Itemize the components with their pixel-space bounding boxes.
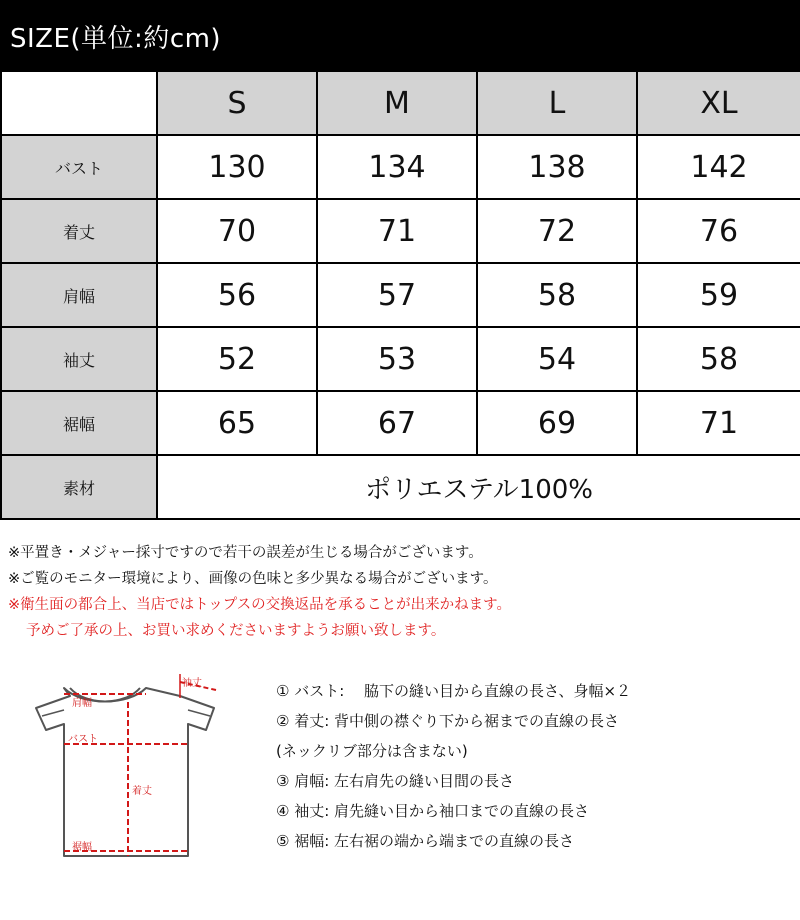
- table-cell: 56: [157, 263, 317, 327]
- table-cell: 134: [317, 135, 477, 199]
- table-cell: 71: [637, 391, 800, 455]
- row-label-bust: バスト: [1, 135, 157, 199]
- table-cell: 72: [477, 199, 637, 263]
- material-value: ポリエステル100%: [157, 455, 800, 519]
- note-no-returns: ※衛生面の都合上、当店ではトップスの交換返品を承ることが出来かねます。: [8, 597, 511, 613]
- row-label-shoulder: 肩幅: [1, 263, 157, 327]
- table-cell: 76: [637, 199, 800, 263]
- header-row: [1, 71, 800, 135]
- table-cell: 138: [477, 135, 637, 199]
- diagram-label-hem: 裾幅: [72, 842, 92, 853]
- notes: [8, 540, 511, 644]
- corner-cell: [1, 71, 157, 135]
- size-header-l: L: [477, 71, 637, 135]
- row-label-material: 素材: [1, 455, 157, 519]
- table-cell: 69: [477, 391, 637, 455]
- table-cell: 59: [637, 263, 800, 327]
- tshirt-illustration: [20, 668, 230, 868]
- measurement-diagram: [20, 668, 230, 868]
- table-row: [1, 327, 800, 391]
- table-cell: 57: [317, 263, 477, 327]
- table-cell: 67: [317, 391, 477, 455]
- diagram-label-length: 着丈: [132, 786, 152, 797]
- table-row: [1, 391, 800, 455]
- row-label-sleeve: 袖丈: [1, 327, 157, 391]
- note-acknowledge: 予めご了承の上、お買い求めくださいますようお願い致します。: [26, 623, 446, 639]
- table-cell: 142: [637, 135, 800, 199]
- table-cell: 70: [157, 199, 317, 263]
- title-bar: [0, 0, 800, 70]
- material-row: [1, 455, 800, 519]
- diagram-label-bust: バスト: [68, 734, 98, 745]
- table-cell: 52: [157, 327, 317, 391]
- row-label-hem: 裾幅: [1, 391, 157, 455]
- table-cell: 65: [157, 391, 317, 455]
- definition-length: ② 着丈: 背中側の襟ぐり下から裾までの直線の長さ: [276, 712, 620, 730]
- definition-length-note: (ネックリブ部分は含まない): [276, 742, 468, 760]
- diagram-label-sleeve: 袖丈: [182, 678, 202, 689]
- table-cell: 71: [317, 199, 477, 263]
- note-monitor: ※ご覧のモニター環境により、画像の色味と多少異なる場合がございます。: [8, 571, 498, 587]
- size-table: [0, 70, 800, 520]
- page-title: SIZE(単位:約cm): [10, 24, 222, 54]
- measurement-definitions: [276, 676, 631, 856]
- size-header-s: S: [157, 71, 317, 135]
- table-cell: 58: [477, 263, 637, 327]
- table-row: [1, 199, 800, 263]
- table-row: [1, 263, 800, 327]
- note-measurement: ※平置き・メジャー採寸ですので若干の誤差が生じる場合がございます。: [8, 545, 483, 561]
- table-cell: 130: [157, 135, 317, 199]
- table-row: [1, 135, 800, 199]
- definition-sleeve: ④ 袖丈: 肩先縫い目から袖口までの直線の長さ: [276, 802, 590, 820]
- definition-hem: ⑤ 裾幅: 左右裾の端から端までの直線の長さ: [276, 832, 575, 850]
- table-cell: 54: [477, 327, 637, 391]
- size-header-m: M: [317, 71, 477, 135]
- definition-bust: ① バスト: 脇下の縫い目から直線の長さ、身幅×２: [276, 682, 632, 700]
- definition-shoulder: ③ 肩幅: 左右肩先の縫い目間の長さ: [276, 772, 515, 790]
- table-cell: 58: [637, 327, 800, 391]
- diagram-label-shoulder: 肩幅: [72, 698, 92, 709]
- size-header-xl: XL: [637, 71, 800, 135]
- row-label-length: 着丈: [1, 199, 157, 263]
- tshirt-outline: [36, 688, 214, 856]
- table-cell: 53: [317, 327, 477, 391]
